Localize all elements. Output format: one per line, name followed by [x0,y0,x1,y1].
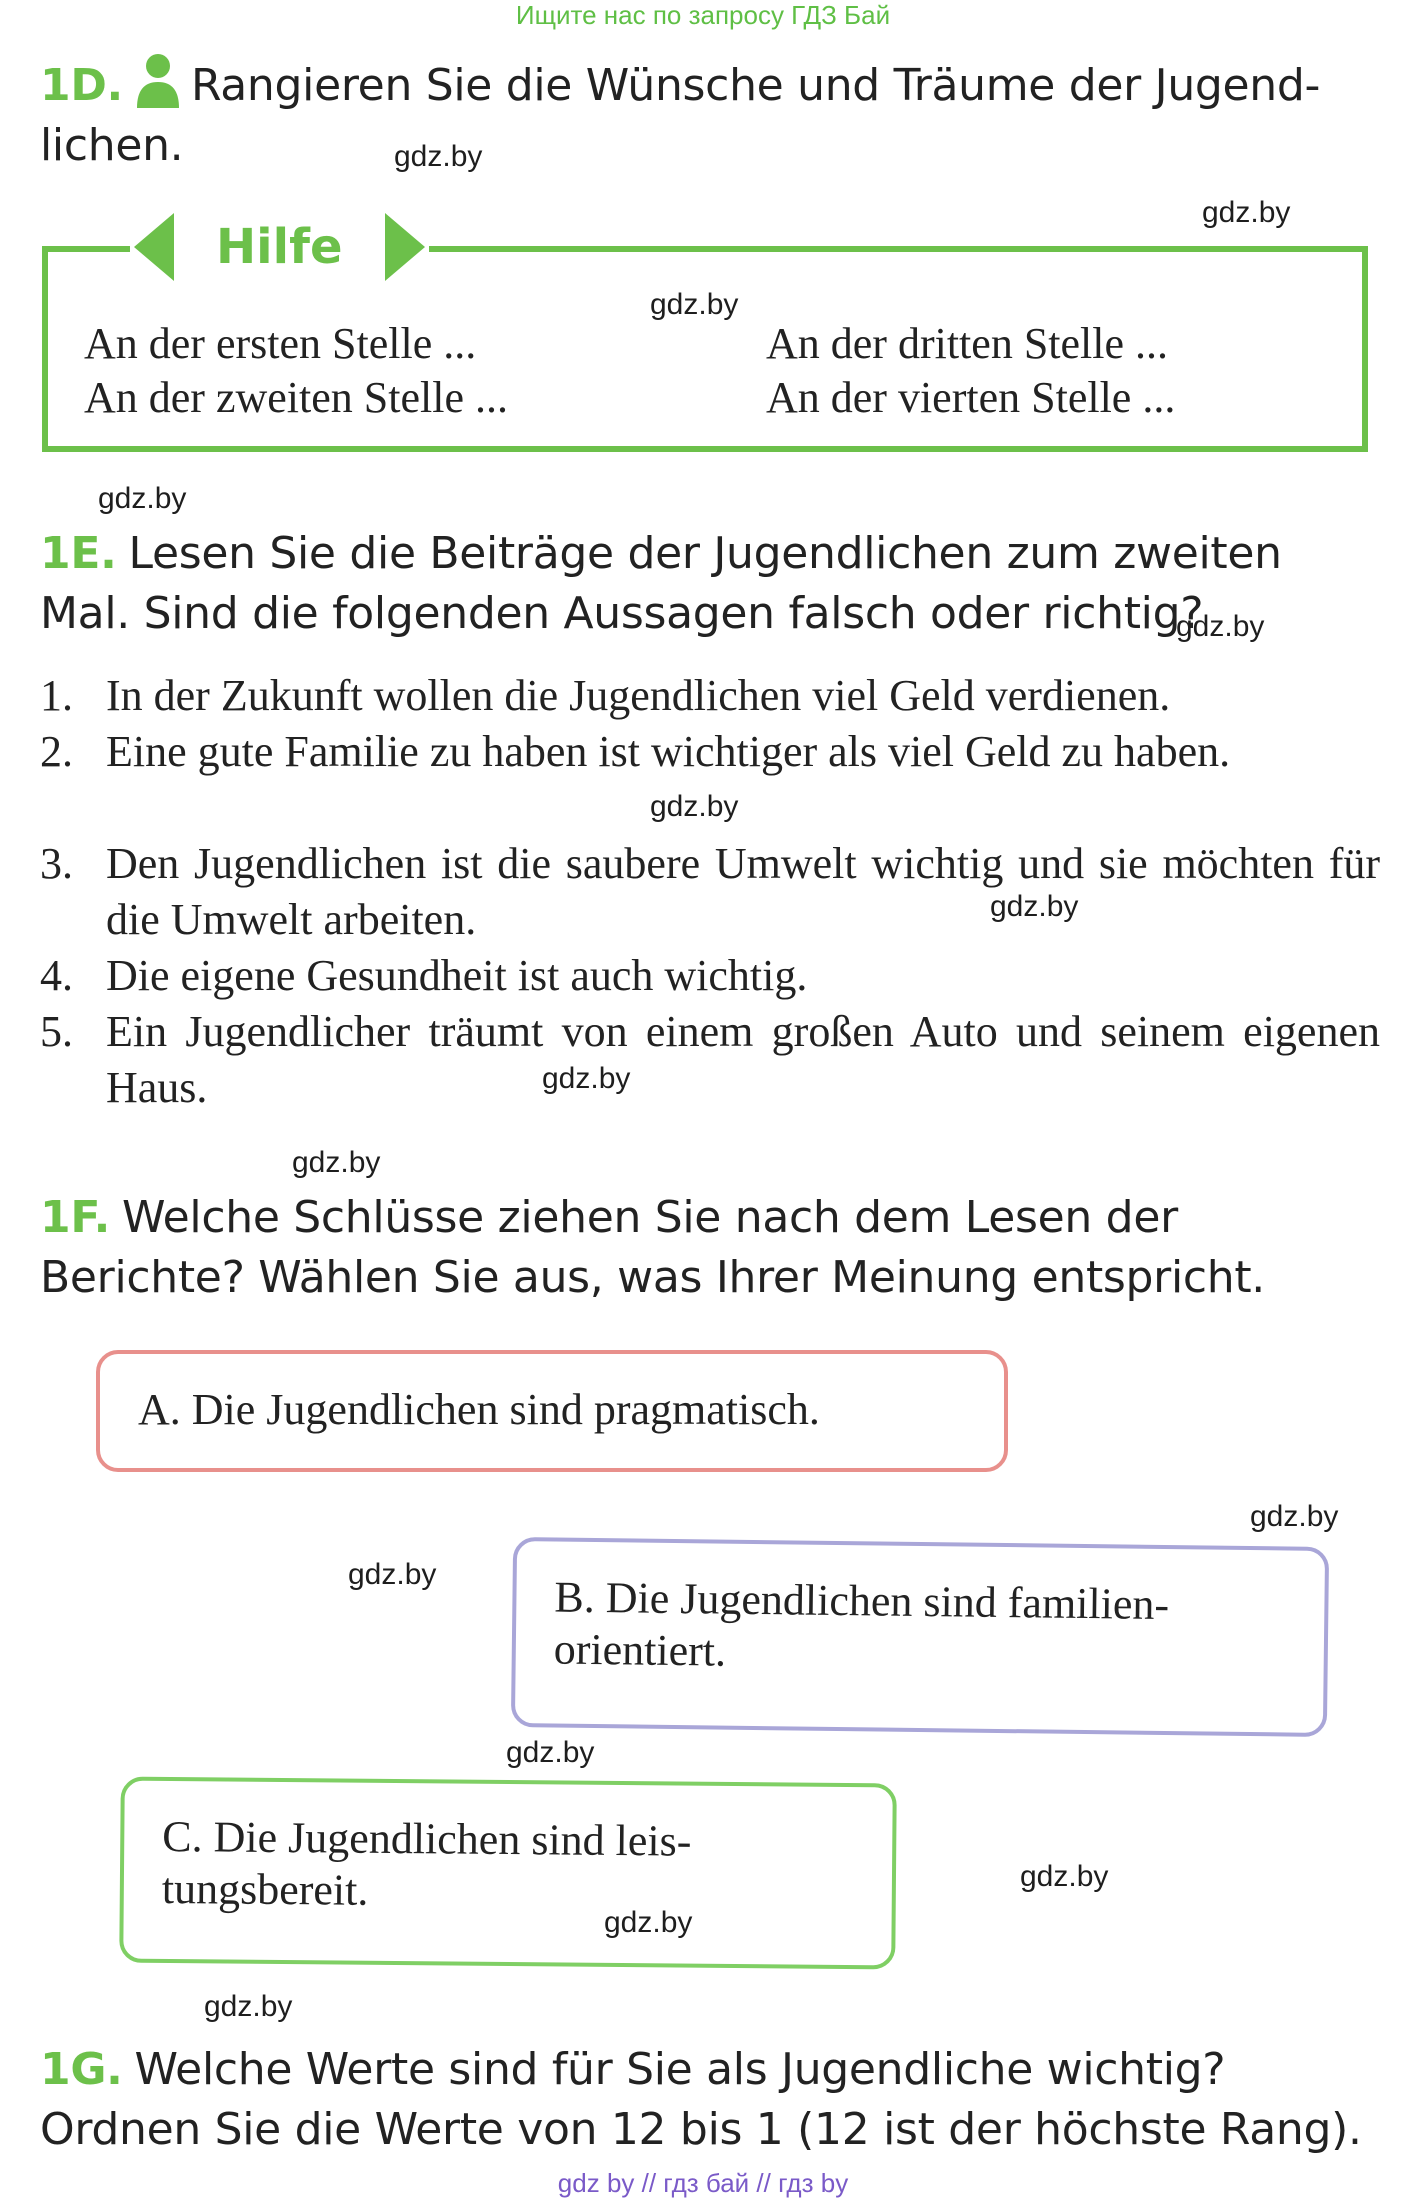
hilfe-title: Hilfe [216,219,343,275]
task-text: Welche Schlüsse ziehen Sie nach dem Lesen der Berichte? Wählen Sie aus, was Ihrer Meinung entspricht. [40,1192,1265,1303]
statement-text: In der Zukunft wollen die Jugendlichen viel Geld verdienen. [106,671,1171,720]
watermark: gdz.by [292,1146,381,1179]
watermark: gdz.by [204,1990,293,2023]
task-text: Rangieren Sie die Wünsche und Träume der Jugend-lichen. [40,60,1321,171]
hint-item: An der ersten Stelle ... [84,319,477,368]
statement-text: Ein Jugendlicher träumt von einem großen Auto und seinem eigenen Haus. [106,1007,1380,1112]
statement-item [40,836,1380,948]
statement-text: Den Jugendlichen ist die saubere Umwelt wichtig und sie möchten für die Umwelt arbeiten. [106,839,1380,944]
task-text: Welche Werte sind für Sie als Jugendliche wichtig? Ordnen Sie die Werte von 12 bis 1 (12 ist der höchste Rang). [40,2044,1362,2155]
watermark: gdz.by [1176,610,1265,643]
task-number: 1E. [40,528,117,579]
person-icon [135,52,181,108]
statement-item [40,1004,1380,1116]
watermark: gdz.by [650,288,739,321]
task-text: Lesen Sie die Beiträge der Jugendlichen zum zweiten Mal. Sind die folgenden Aussagen falsch oder richtig? [40,528,1282,639]
watermark: gdz.by [542,1062,631,1095]
task-1d [40,52,1380,176]
watermark: gdz.by [1020,1860,1109,1893]
statement-item [40,948,1380,1004]
watermark: gdz.by [1202,196,1291,229]
statement-item [40,668,1380,724]
statement-text: Eine gute Familie zu haben ist wichtiger als viel Geld zu haben. [106,727,1231,776]
statement-item [40,724,1380,780]
watermark: gdz.by [394,140,483,173]
task-number: 1D. [40,60,123,111]
statement-number: 1. [40,671,73,720]
watermark: gdz.by [348,1558,437,1591]
hint-item: An der dritten Stelle ... [766,319,1169,368]
option-b-box: B. Die Jugendlichen sind familien-orientiert. [511,1537,1329,1737]
watermark: gdz.by [98,482,187,515]
option-a-box: A. Die Jugendlichen sind pragmatisch. [96,1350,1008,1472]
arrow-right-icon [385,213,425,281]
statement-number: 5. [40,1007,73,1056]
watermark: gdz.by [604,1906,693,1939]
task-number: 1G. [40,2044,123,2095]
hilfe-header [130,212,429,282]
watermark: gdz.by [650,790,739,823]
statement-number: 4. [40,951,73,1000]
arrow-left-icon [134,213,174,281]
statement-number: 3. [40,839,73,888]
statement-text: Die eigene Gesundheit ist auch wichtig. [106,951,808,1000]
task-1g [40,2040,1380,2160]
hint-item: An der zweiten Stelle ... [84,373,508,422]
top-banner: Ищите нас по запросу ГДЗ Бай [515,0,891,30]
watermark: gdz.by [506,1736,595,1769]
statement-number: 2. [40,727,73,776]
option-c-box: C. Die Jugendlichen sind leis-tungsbereit. [119,1777,897,1970]
watermark: gdz.by [1250,1500,1339,1533]
hint-item: An der vierten Stelle ... [766,373,1176,422]
footer-links: gdz by // гдз бай // гдз by [557,2168,849,2198]
task-1f [40,1188,1380,1308]
watermark: gdz.by [990,890,1079,923]
task-number: 1F. [40,1192,111,1243]
